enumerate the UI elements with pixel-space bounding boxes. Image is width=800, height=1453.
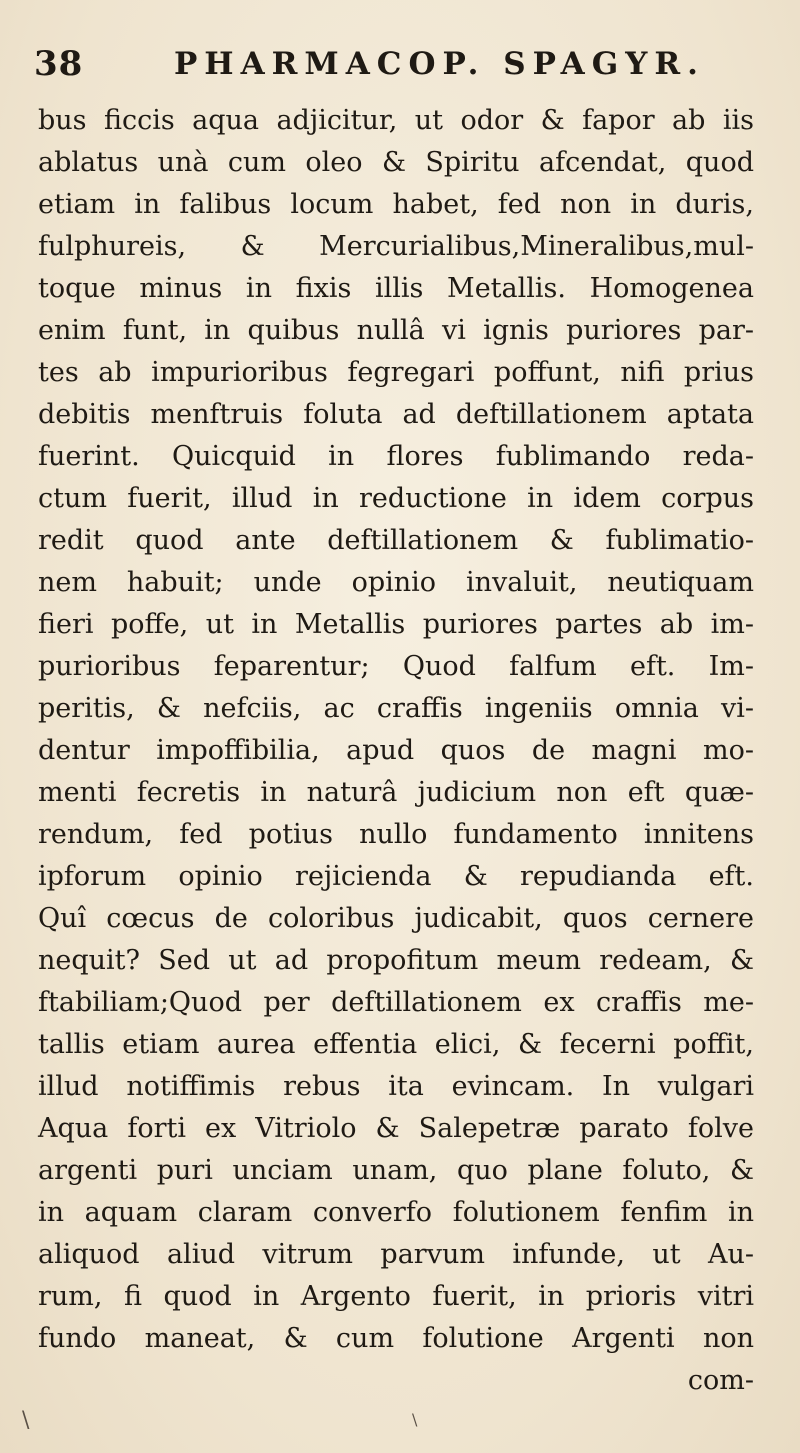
text-line: peritis, & nefciis, ac craffis ingeniis omnia vi- <box>38 693 754 724</box>
text-line: rendum, fed potius nullo fundamento innitens <box>38 819 754 850</box>
text-line: Quî cœcus de coloribus judicabit, quos cernere <box>38 903 754 934</box>
stray-mark: \ <box>412 1410 418 1429</box>
text-line: fundo maneat, & cum folutione Argenti non <box>38 1323 754 1354</box>
text-line: tes ab impurioribus fegregari poffunt, nifi prius <box>38 357 754 388</box>
text-line: illud notiffimis rebus ita evincam. In vulgari <box>38 1071 754 1102</box>
text-line: fuerint. Quicquid in flores fublimando reda- <box>38 441 754 472</box>
text-line: tallis etiam aurea effentia elici, & fecerni poffit, <box>38 1029 754 1060</box>
running-head: PHARMACOP. SPAGYR. <box>174 46 705 82</box>
text-line: rum, fi quod in Argento fuerit, in prioris vitri <box>38 1281 754 1312</box>
text-line: ctum fuerit, illud in reductione in idem corpus <box>38 483 754 514</box>
page-header <box>34 40 764 90</box>
text-line: in aquam claram converfo folutionem fenfim in <box>38 1197 754 1228</box>
text-line: ftabiliam;Quod per deftillationem ex craffis me- <box>38 987 754 1018</box>
text-line: Aqua forti ex Vitriolo & Salepetræ parato folve <box>38 1113 754 1144</box>
text-line: purioribus feparentur; Quod falfum eft. Im- <box>38 651 754 682</box>
text-line: fulphureis, & Mercurialibus,Mineralibus,mul- <box>38 231 754 262</box>
body-text <box>38 100 754 1402</box>
text-line: toque minus in fixis illis Metallis. Homogenea <box>38 273 754 304</box>
text-line: bus ficcis aqua adjicitur, ut odor & fapor ab iis <box>38 105 754 136</box>
text-line: redit quod ante deftillationem & fublimatio- <box>38 525 754 556</box>
text-line: debitis menftruis foluta ad deftillationem aptata <box>38 399 754 430</box>
text-line: menti fecretis in naturâ judicium non eft quæ- <box>38 777 754 808</box>
text-line: argenti puri unciam unam, quo plane foluto, & <box>38 1155 754 1186</box>
page-number: 38 <box>34 44 84 84</box>
text-line: nem habuit; unde opinio invaluit, neutiquam <box>38 567 754 598</box>
catchword: com- <box>687 1365 754 1396</box>
text-line: etiam in falibus locum habet, fed non in duris, <box>38 189 754 220</box>
text-line: aliquod aliud vitrum parvum infunde, ut Au- <box>38 1239 754 1270</box>
text-line: fieri poffe, ut in Metallis puriores partes ab im- <box>38 609 754 640</box>
text-line: enim funt, in quibus nullâ vi ignis puriores par- <box>38 315 754 346</box>
stray-mark: \ <box>22 1408 30 1433</box>
text-line: nequit? Sed ut ad propofitum meum redeam, & <box>38 945 754 976</box>
text-line: dentur impoffibilia, apud quos de magni mo- <box>38 735 754 766</box>
text-line: ablatus unà cum oleo & Spiritu afcendat, quod <box>38 147 754 178</box>
text-line: ipforum opinio rejicienda & repudianda eft. <box>38 861 754 892</box>
